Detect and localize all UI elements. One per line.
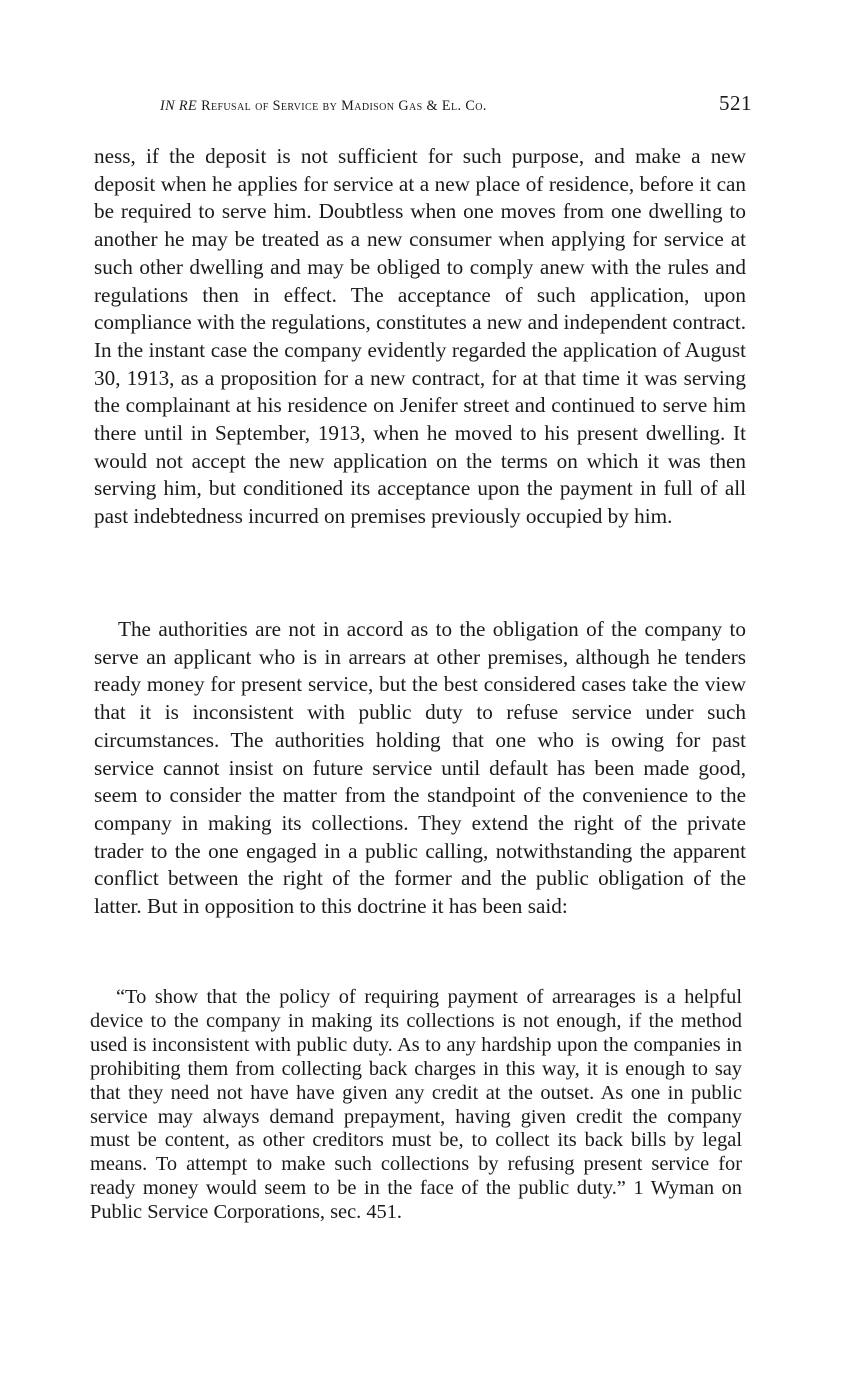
paragraph-1: ness, if the deposit is not sufficient for such purpose, and make a new deposit when he applies for service at a new place of residence, before it can be required to serve him. Doubtless when one moves from one dwelling to another he may be treated as a new consumer when applying for service at such other dwelling and may be obliged to comply anew with the rules and regulations then in effect. The acceptance of such application, upon compliance with the regulations, constitutes a new and independent contract. In the instant case the company evidently regarded the application of August 30, 1913, as a proposition for a new contract, for at that time it was serving the complainant at his residence on Jenifer street and continued to serve him there until in September, 1913, when he moved to his present dwelling. It would not accept the new application on the terms on which it was then serving him, but conditioned its acceptance upon the payment in full of all past indebtedness incurred on premises previously occupied by him. [94,144,746,529]
running-title [160,98,487,115]
running-title-text: Refusal of Service by Madison Gas & El. Co. [201,98,487,114]
running-title-italic: IN RE [160,98,198,114]
running-header [160,91,752,116]
page-number: 521 [719,91,752,115]
block-quote: “To show that the policy of requiring payment of arrearages is a helpful device to the company in making its collections is not enough, if the method used is inconsistent with public duty. As to any hardship upon the companies in prohibiting them from collecting back charges in this way, it is enough to say that they need not have have given any credit at the outset. As one in public service may always demand prepayment, having given credit the company must be content, as other creditors must be, to collect its back bills by legal means. To attempt to make such collections by refusing present service for ready money would seem to be in the face of the public duty.” 1 Wyman on Public Service Corporations, sec. 451. [90,986,742,1224]
paragraph-2: The authorities are not in accord as to the obligation of the company to serve an applicant who is in arrears at other premises, although he tenders ready money for present service, but the best considered cases take the view that it is inconsistent with public duty to refuse service under such circumstances. The authorities holding that one who is owing for past service cannot insist on future service until default has been made good, seem to consider the matter from the standpoint of the convenience to the company in making its collections. They extend the right of the private trader to the one engaged in a public calling, notwithstanding the apparent conflict between the right of the former and the public obligation of the latter. But in opposition to this doctrine it has been said: [94,617,746,919]
